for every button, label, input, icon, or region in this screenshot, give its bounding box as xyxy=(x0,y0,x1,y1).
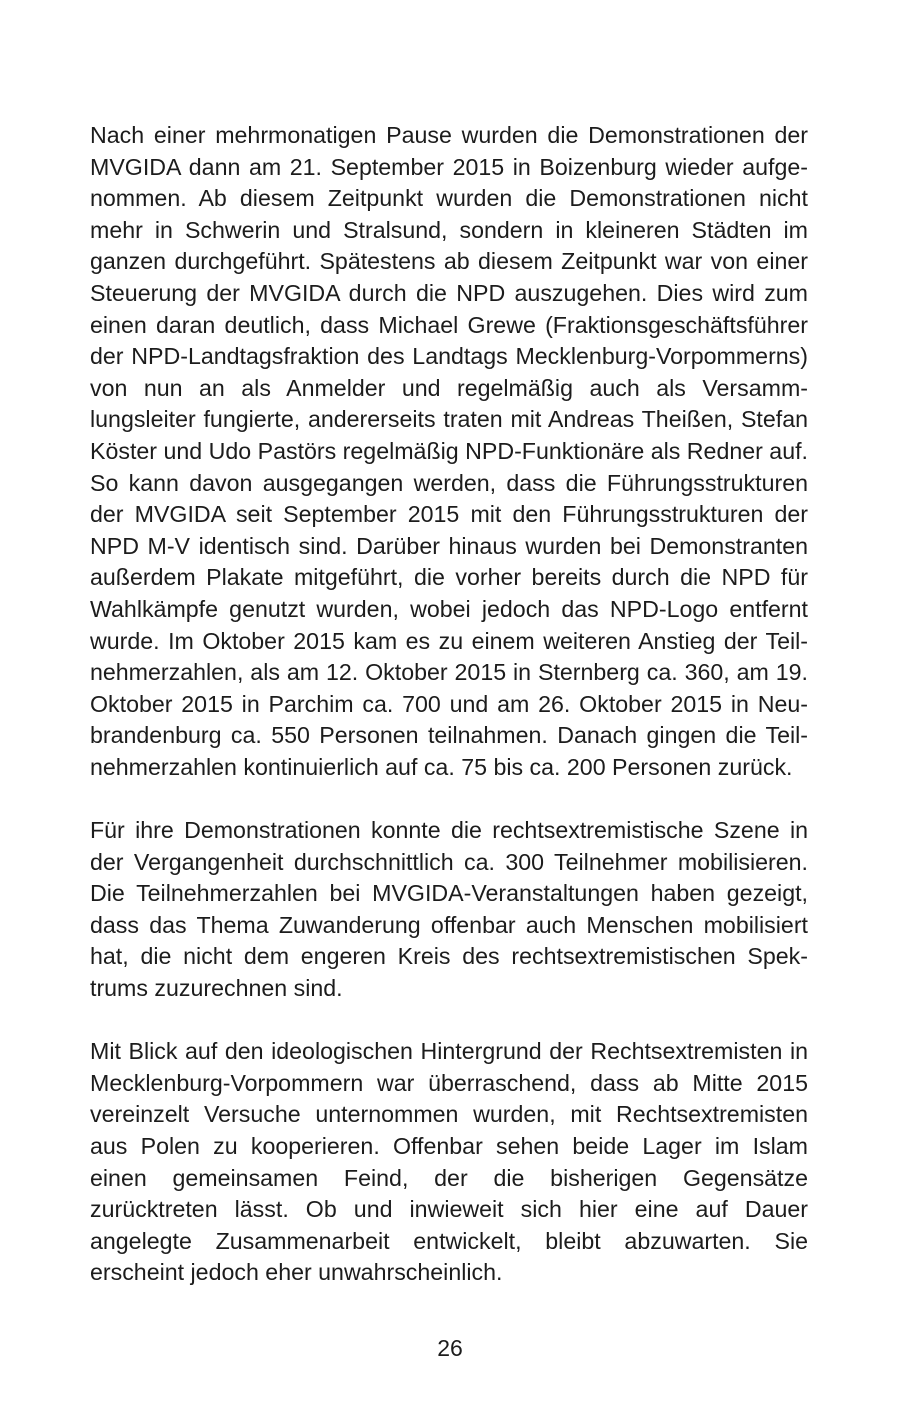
paragraph-poland-cooperation: Mit Blick auf den ideologischen Hintergrund der Rechtsextremisten in Mecklenburg-Vorpommern war überraschend, dass ab Mitte 2015 vereinzelt Versuche unternommen wurden, mit Rechtsextremisten aus Polen zu kooperieren. Offenbar sehen beide Lager im Islam einen gemeinsamen Feind, der die bisherigen Gegensätze zurücktreten lässt. Ob und inwieweit sich hier eine auf Dauer angelegte Zusammenarbeit entwickelt, bleibt abzuwarten. Sie erscheint jedoch eher unwahrscheinlich. xyxy=(90,1038,808,1286)
body-text xyxy=(90,120,808,1289)
paragraph-mvgida-demonstrations: Nach einer mehrmonatigen Pause wurden die Demonstrationen der MVGIDA dann am 21. September 2015 in Boizenburg wieder aufgenommen. Ab diesem Zeitpunkt wurden die Demonstrationen nicht mehr in Schwerin und Stralsund, sondern in kleineren Städten im ganzen durchgeführt. Spätestens ab diesem Zeitpunkt war von einer Steuerung der MVGIDA durch die NPD auszugehen. Dies wird zum einen daran deutlich, dass Michael Grewe (Fraktionsgeschäftsführer der NPD-Landtagsfraktion des Landtags Mecklenburg-Vorpommerns) von nun an als Anmelder und regelmäßig auch als Versammlungsleiter fungierte, andererseits traten mit Andreas Theißen, Stefan Köster und Udo Pastörs regelmäßig NPD-Funktionäre als Redner auf. So kann davon ausgegangen werden, dass die Führungsstrukturen der MVGIDA seit September 2015 mit den Führungsstrukturen der NPD M-V identisch sind. Darüber hinaus wurden bei Demonstranten außerdem Plakate mitgeführt, die vorher bereits durch die NPD für Wahlkämpfe genutzt wurden, wobei jedoch das NPD-Logo entfernt wurde. Im Oktober 2015 kam es zu einem weiteren Anstieg der Teilnehmerzahlen, als am 12. Oktober 2015 in Sternberg ca. 360, am 19. Oktober 2015 in Parchim ca. 700 und am 26. Oktober 2015 in Neubrandenburg ca. 550 Personen teilnahmen. Danach gingen die Teilnehmerzahlen kontinuierlich auf ca. 75 bis ca. 200 Personen zurück. xyxy=(90,122,808,780)
paragraph-participant-numbers: Für ihre Demonstrationen konnte die rechtsextremistische Szene in der Vergangenheit durchschnittlich ca. 300 Teilnehmer mobilisieren. Die Teilnehmerzahlen bei MVGIDA-Veranstaltungen haben gezeigt, dass das Thema Zuwanderung offenbar auch Menschen mobilisiert hat, die nicht dem engeren Kreis des rechtsextremistischen Spektrums zuzurechnen sind. xyxy=(90,817,808,1002)
page-number: 26 xyxy=(437,1335,463,1361)
